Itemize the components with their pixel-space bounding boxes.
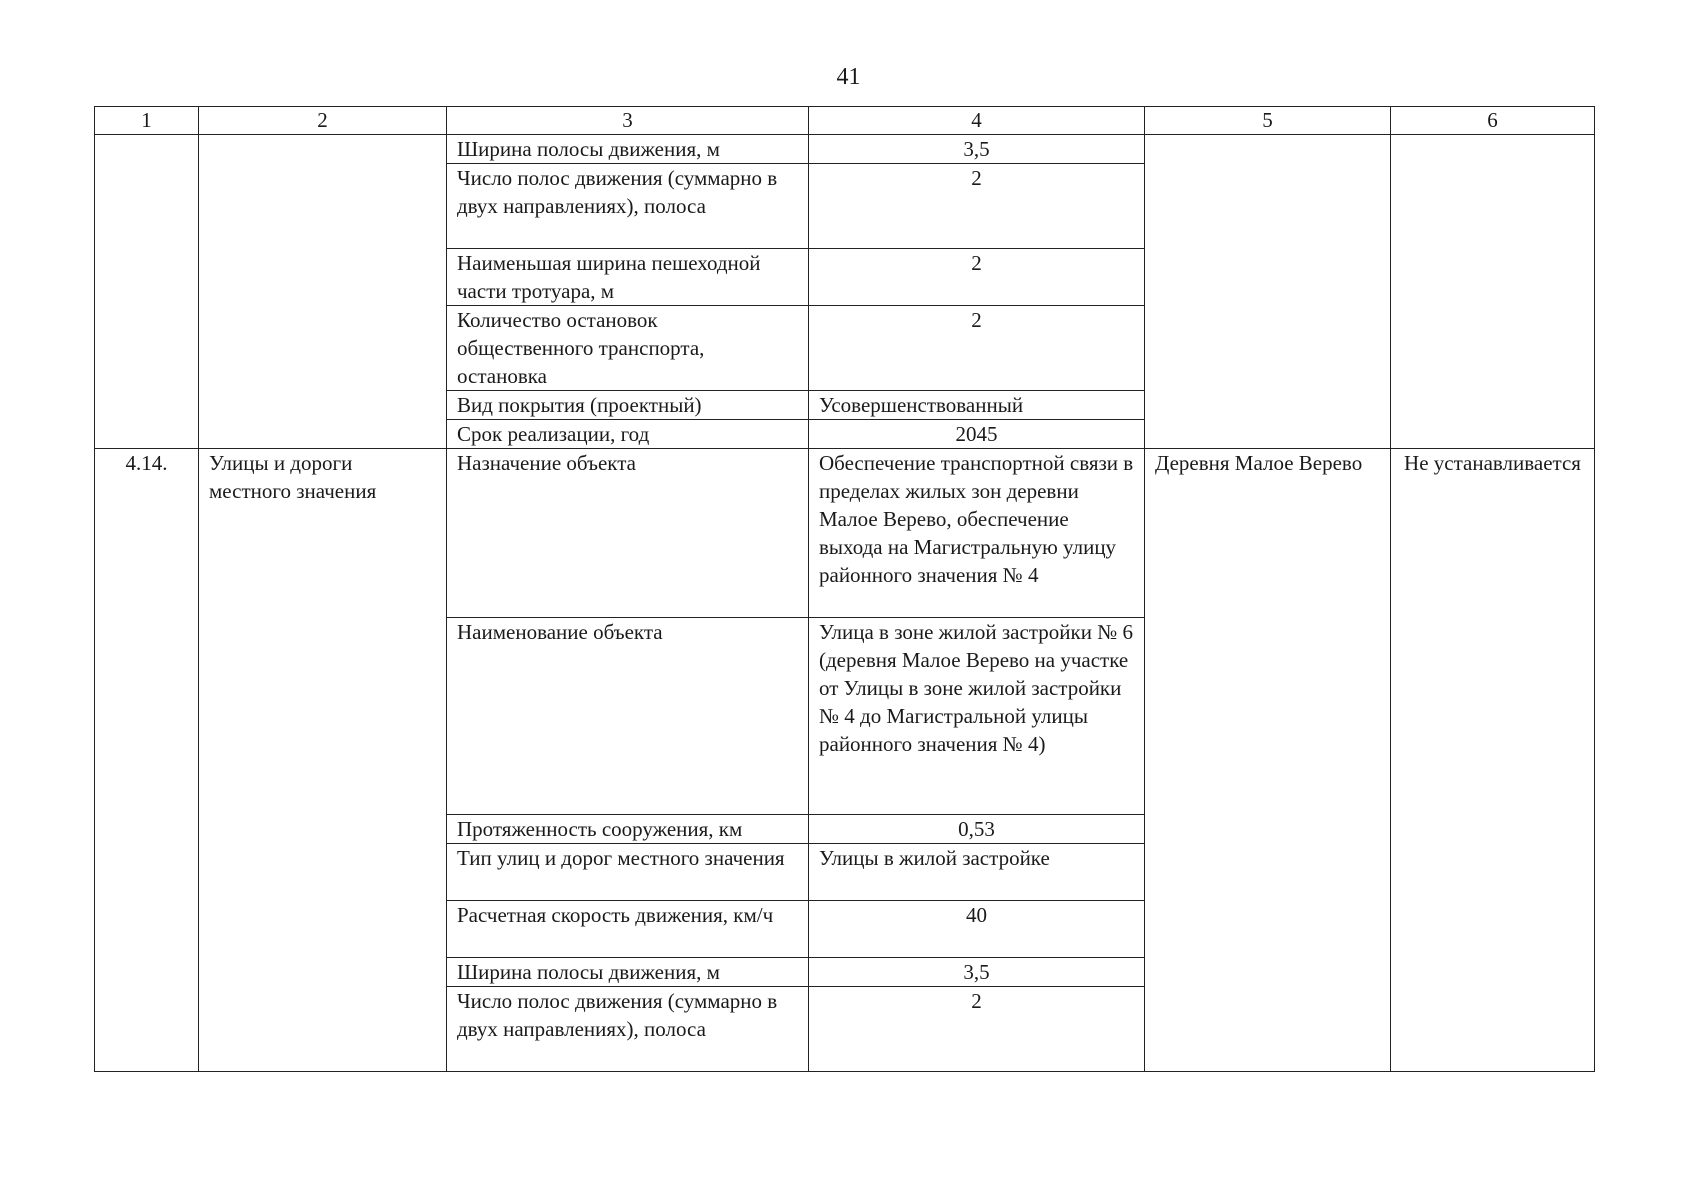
value-cell: 2 <box>809 987 1145 1072</box>
table-row <box>95 449 1595 618</box>
table-header-row <box>95 107 1595 135</box>
parameter-cell: Число полос движения (суммарно в двух направлениях), полоса <box>447 164 809 249</box>
value-cell: Улица в зоне жилой застройки № 6 (деревня Малое Верево на участке от Улицы в зоне жилой застройки № 4 до Магистральной улицы районного значения № 4) <box>809 618 1145 815</box>
column-header: 2 <box>199 107 447 135</box>
table-row <box>95 135 1595 164</box>
value-cell: 3,5 <box>809 958 1145 987</box>
parameter-cell: Ширина полосы движения, м <box>447 958 809 987</box>
parameter-cell: Назначение объекта <box>447 449 809 618</box>
item-name-cell: Улицы и дороги местного значения <box>199 449 447 1072</box>
value-cell: 2 <box>809 164 1145 249</box>
document-table <box>94 106 1595 1072</box>
value-cell: 2 <box>809 306 1145 391</box>
zone-cell <box>1391 135 1595 449</box>
value-cell: 40 <box>809 901 1145 958</box>
value-cell: Обеспечение транспортной связи в пределах жилых зон деревни Малое Верево, обеспечение выхода на Магистральную улицу районного значения № 4 <box>809 449 1145 618</box>
parameter-cell: Наименование объекта <box>447 618 809 815</box>
value-cell: 2 <box>809 249 1145 306</box>
parameter-cell: Количество остановок общественного транспорта, остановка <box>447 306 809 391</box>
page-number: 41 <box>836 64 861 90</box>
column-header: 4 <box>809 107 1145 135</box>
value-cell: Улицы в жилой застройке <box>809 844 1145 901</box>
value-cell: 0,53 <box>809 815 1145 844</box>
item-number-cell: 4.14. <box>95 449 199 1072</box>
column-header: 1 <box>95 107 199 135</box>
parameter-cell: Протяженность сооружения, км <box>447 815 809 844</box>
parameter-cell: Расчетная скорость движения, км/ч <box>447 901 809 958</box>
value-cell: Усовершенствованный <box>809 391 1145 420</box>
item-number-cell <box>95 135 199 449</box>
column-header: 3 <box>447 107 809 135</box>
zone-cell: Не устанавливается <box>1391 449 1595 1072</box>
location-cell: Деревня Малое Верево <box>1145 449 1391 1072</box>
column-header: 6 <box>1391 107 1595 135</box>
value-cell: 3,5 <box>809 135 1145 164</box>
parameter-cell: Вид покрытия (проектный) <box>447 391 809 420</box>
parameter-cell: Срок реализации, год <box>447 420 809 449</box>
parameter-cell: Ширина полосы движения, м <box>447 135 809 164</box>
item-name-cell <box>199 135 447 449</box>
parameter-cell: Тип улиц и дорог местного значения <box>447 844 809 901</box>
parameter-cell: Наименьшая ширина пешеходной части тротуара, м <box>447 249 809 306</box>
location-cell <box>1145 135 1391 449</box>
value-cell: 2045 <box>809 420 1145 449</box>
column-header: 5 <box>1145 107 1391 135</box>
parameter-cell: Число полос движения (суммарно в двух направлениях), полоса <box>447 987 809 1072</box>
